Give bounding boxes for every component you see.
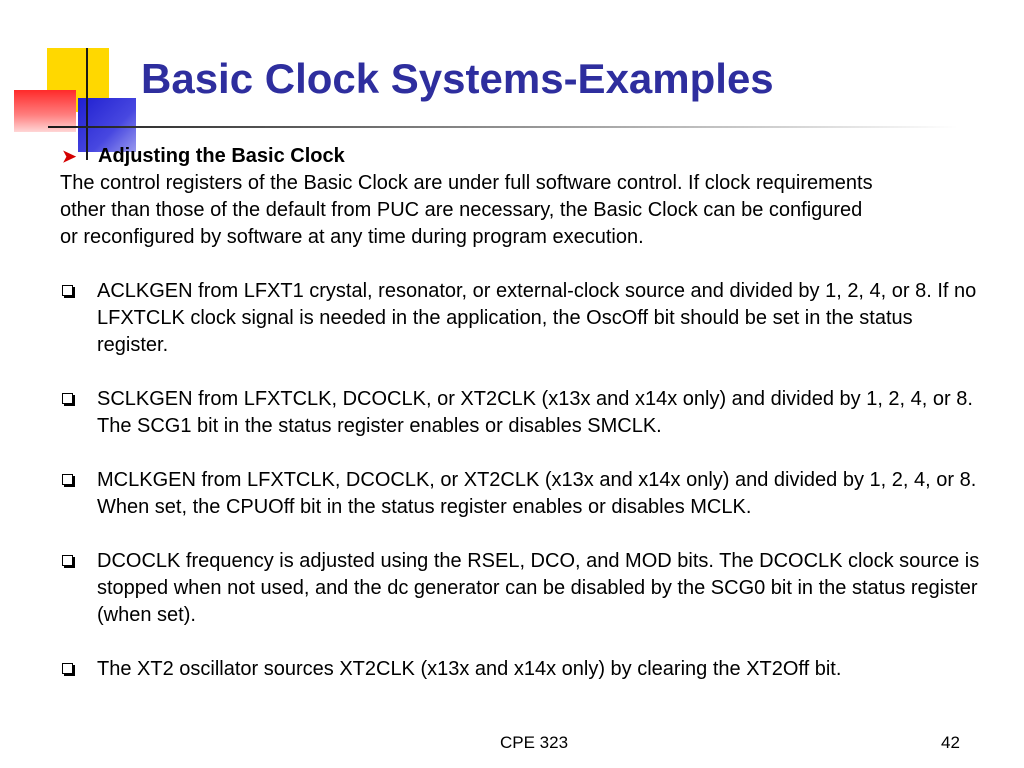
list-item bbox=[60, 548, 980, 629]
footer-course: CPE 323 bbox=[500, 733, 569, 752]
list-item-text: SCLKGEN from LFXTCLK, DCOCLK, or XT2CLK (x13x and x14x only) and divided by 1, 2, 4, or 8. The SCG1 bit in the status register enables or disables SMCLK. bbox=[97, 388, 973, 437]
list-item-text: The XT2 oscillator sources XT2CLK (x13x and x14x only) by clearing the XT2Off bit. bbox=[97, 658, 842, 680]
list-item-text: DCOCLK frequency is adjusted using the RSEL, DCO, and MOD bits. The DCOCLK clock source is stopped when not used, and the dc generator can be disabled by the SCG0 bit in the status register (when set). bbox=[97, 550, 980, 626]
list-item-text: MCLKGEN from LFXTCLK, DCOCLK, or XT2CLK (x13x and x14x only) and divided by 1, 2, 4, or 8. When set, the CPUOff bit in the status register enables or disables MCLK. bbox=[97, 469, 977, 518]
list-item bbox=[60, 278, 980, 359]
checkbox-bullet-icon bbox=[62, 474, 73, 485]
title-underline bbox=[48, 126, 958, 128]
checkbox-bullet-icon bbox=[62, 663, 73, 674]
section-heading-text: Adjusting the Basic Clock bbox=[98, 145, 345, 167]
list-item bbox=[60, 656, 980, 683]
checkbox-bullet-icon bbox=[62, 393, 73, 404]
footer-page-number: 42 bbox=[941, 733, 960, 752]
list-item bbox=[60, 467, 980, 521]
checkbox-bullet-icon bbox=[62, 555, 73, 566]
section-heading bbox=[60, 143, 980, 170]
checkbox-bullet-icon bbox=[62, 285, 73, 296]
intro-paragraph: The control registers of the Basic Clock are under full software control. If clock requirements other than those of the default from PUC are necessary, the Basic Clock can be configured or reconfigured by software at any time during program execution. bbox=[60, 172, 873, 248]
arrow-bullet-icon: ➤ bbox=[62, 147, 77, 166]
slide-title: Basic Clock Systems-Examples bbox=[141, 55, 774, 102]
list-item-text: ACLKGEN from LFXT1 crystal, resonator, or external-clock source and divided by 1, 2, 4, or 8. If no LFXTCLK clock signal is needed in the application, the OscOff bit should be set in the status register. bbox=[97, 280, 977, 356]
slide-content bbox=[60, 143, 980, 710]
list-item bbox=[60, 386, 980, 440]
